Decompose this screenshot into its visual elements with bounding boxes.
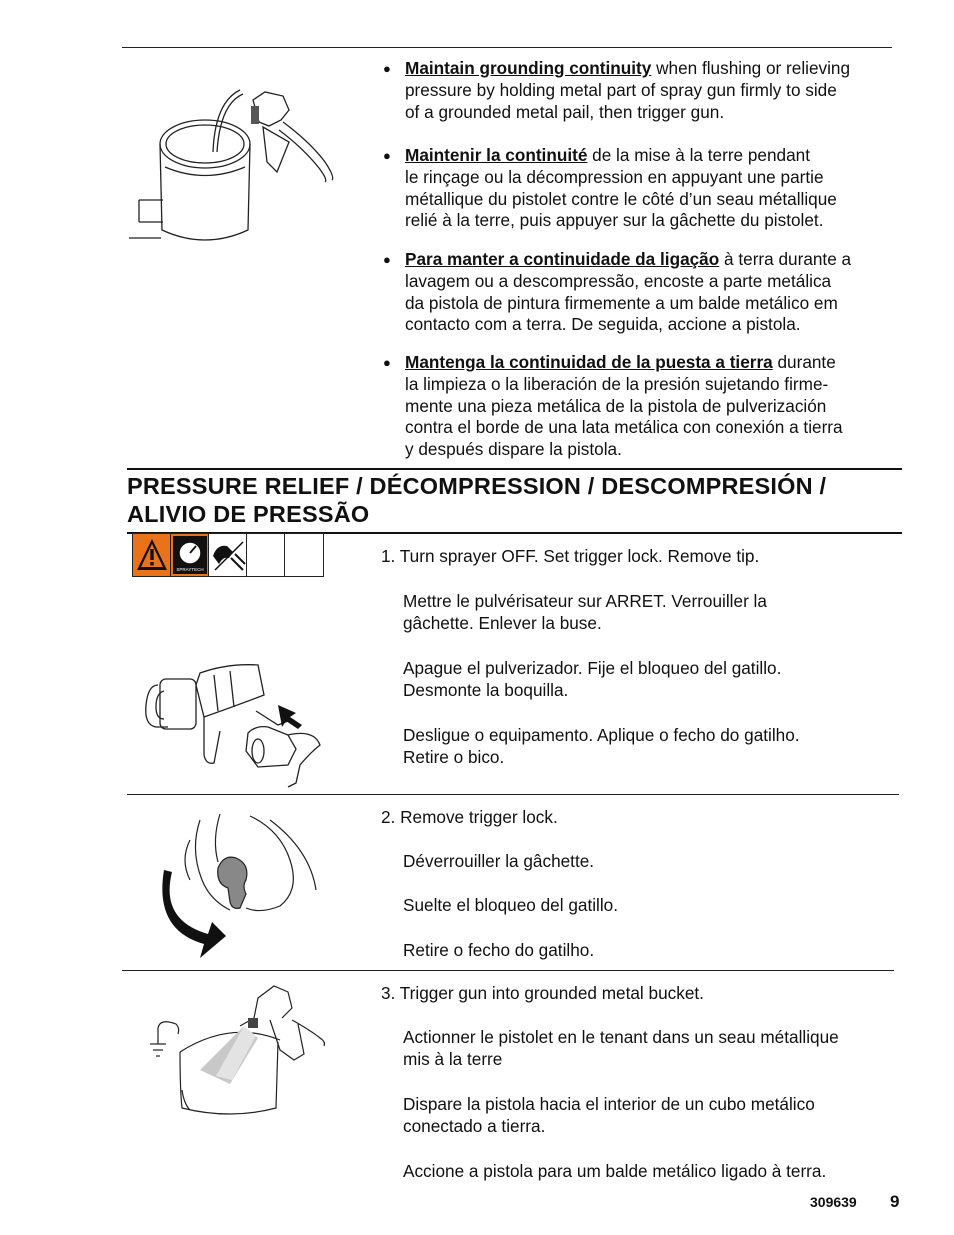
step-text: Déverrouiller la gâchette. (403, 850, 595, 871)
bullet-heading: Maintenir la continuité (405, 145, 588, 165)
bullet-text: da pistola de pintura firmemente a um balde metálico em (405, 292, 838, 313)
blank-icon-cell (285, 534, 323, 576)
remove-tip-figure (138, 655, 328, 790)
warning-icon-row (132, 533, 324, 577)
step-text: Retire o fecho do gatilho. (403, 939, 595, 960)
step-text: Apague el pulverizador. Fije el bloqueo del gatillo. (403, 657, 782, 678)
icon-label: SPRAYTECH (176, 567, 204, 572)
grounded-pail-figure (125, 82, 345, 247)
grounding-bullet-fr (383, 145, 903, 232)
step-text: Desmonte la boquilla. (403, 680, 569, 700)
bullet-text: la limpieza o la liberación de la presión sujetando firme- (405, 373, 829, 394)
blank-icon-cell (247, 534, 285, 576)
bullet-text: pressure by holding metal part of spray gun firmly to side (405, 79, 837, 100)
step1-divider (127, 794, 899, 795)
grounding-bullet-es (383, 352, 903, 461)
trigger-lock-figure (160, 810, 320, 960)
step-text: mis à la terre (403, 1049, 503, 1069)
bullet-text: relié à la terre, puis appuyer sur la gâchette du pistolet. (405, 210, 824, 231)
step-heading: 3. Trigger gun into grounded metal bucket. (381, 983, 704, 1003)
step-text: Suelte el bloqueo del gatillo. (403, 895, 619, 915)
step-text: Dispare la pistola hacia el interior de un cubo metálico (403, 1093, 815, 1114)
pressure-gauge-icon (171, 534, 209, 576)
bullet-text: durante (772, 352, 836, 372)
bullet-heading: Mantenga la continuidad de la puesta a tierra (405, 352, 773, 372)
step-heading: 2. Remove trigger lock. (381, 807, 558, 827)
bullet-text: y después dispare la pistola. (405, 439, 622, 460)
bullet-dot: ● (383, 355, 391, 370)
section-top-rule (127, 468, 902, 470)
step-text: Desligue o equipamento. Aplique o fecho do gatilho. (403, 724, 800, 745)
bullet-heading: Maintain grounding continuity (405, 58, 652, 78)
bullet-text: à terra durante a (719, 249, 852, 269)
step-text: Actionner le pistolet en le tenant dans un seau métallique (403, 1026, 839, 1047)
step-heading: 1. Turn sprayer OFF. Set trigger lock. Remove tip. (381, 546, 760, 566)
bullet-dot: ● (383, 148, 391, 163)
step-text: Accione a pistola para um balde metálico ligado à terra. (403, 1160, 827, 1181)
step-text: Retire o bico. (403, 747, 505, 767)
document-number: 309639 (810, 1194, 857, 1210)
step-3 (381, 982, 901, 1182)
top-rule (122, 47, 892, 48)
bullet-text: métallique du pistolet contre le côté d’un seau métallique (405, 188, 837, 209)
trigger-into-bucket-figure (140, 980, 335, 1120)
bullet-dot: ● (383, 61, 391, 76)
step-text: Mettre le pulvérisateur sur ARRET. Verrouiller la (403, 590, 767, 611)
bullet-text: de la mise à la terre pendant (587, 145, 811, 165)
bullet-dot: ● (383, 252, 391, 267)
step-text: conectado a tierra. (403, 1116, 546, 1136)
injection-hazard-icon (209, 534, 247, 576)
bullet-text: of a grounded metal pail, then trigger gun. (405, 101, 725, 122)
step2-divider (122, 970, 894, 971)
section-title-line: PRESSURE RELIEF / DÉCOMPRESSION / DESCOMPRESIÓN / (127, 473, 827, 499)
section-title-line: ALIVIO DE PRESSÃO (127, 501, 370, 527)
grounding-bullet-en (383, 58, 903, 123)
grounding-bullet-pt (383, 249, 903, 336)
page-number: 9 (890, 1192, 900, 1211)
step-1 (381, 545, 901, 769)
step-text: gâchette. Enlever la buse. (403, 613, 602, 633)
bullet-heading: Para manter a continuidade da ligação (405, 249, 720, 269)
bullet-text: le rinçage ou la décompression en appuyant une partie (405, 166, 824, 187)
warning-triangle-icon (133, 534, 171, 576)
bullet-text: contacto com a terra. De seguida, accione a pistola. (405, 314, 801, 335)
section-title (127, 472, 907, 528)
bullet-text: lavagem ou a descompressão, encoste a parte metálica (405, 270, 832, 291)
bullet-text: mente una pieza metálica de la pistola de pulverización (405, 395, 827, 416)
bullet-text: contra el borde de una lata metálica con conexión a tierra (405, 417, 843, 438)
bullet-text: when flushing or relieving (651, 58, 851, 78)
step-2 (381, 806, 901, 961)
